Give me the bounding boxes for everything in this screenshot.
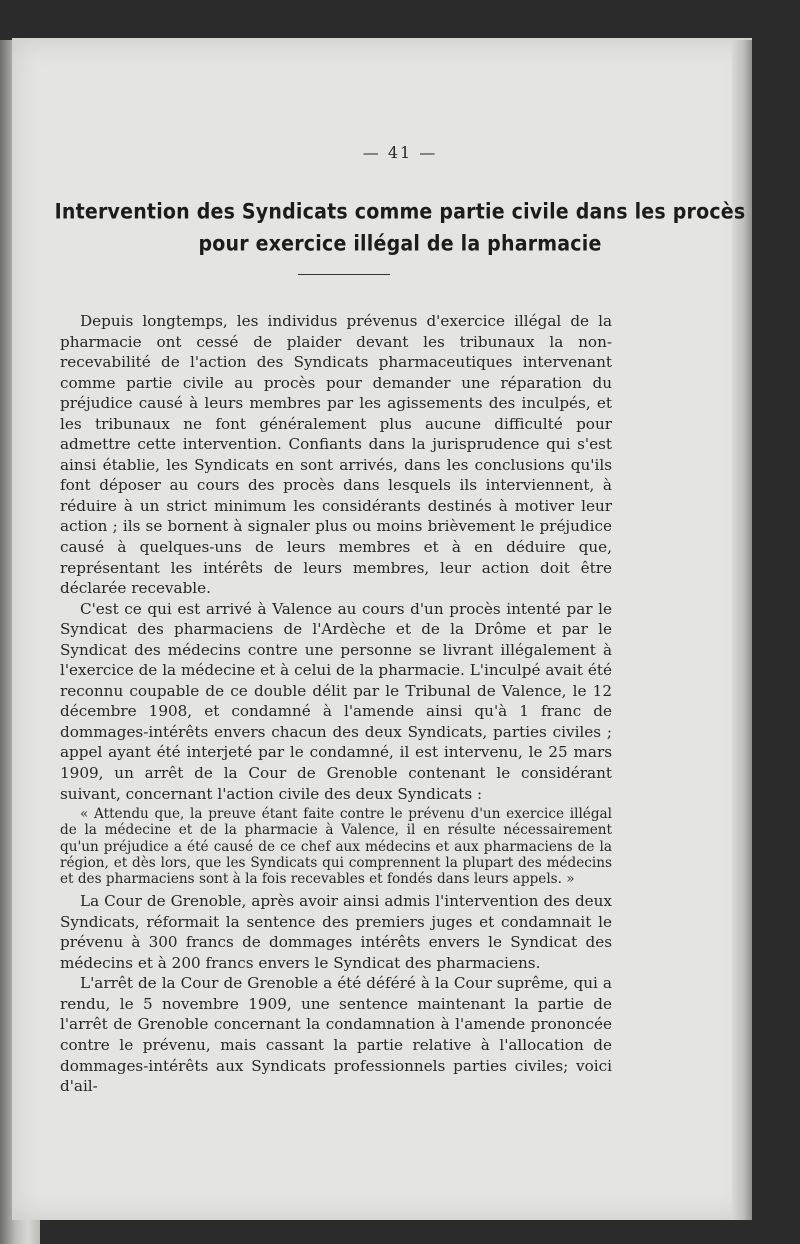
paragraph: L'arrêt de la Cour de Grenoble a été déféré à la Cour suprême, qui a rendu, le 5 novembre 1909, une sentence maintenant la partie de l'arrêt de Grenoble concernant la condamnation à l'amende prononcée contre le prévenu, mais cassant la partie relative à l'allocation de dommages-intérêts aux Syndicats professionnels parties civiles; voici d'ail- [60,974,612,1096]
quoted-paragraph: « Attendu que, la preuve étant faite contre le prévenu d'un exercice illégal de la médecine et de la pharmacie à Valence, il en résulte nécessairement qu'un préjudice a été causé de ce chef aux médecins et aux pharmaciens de la région, et dès lors, que les Syndicats qui comprennent la plupart des médecins et des pharmaciens sont à la fois recevables et fondés dans leurs appels. » [60,806,612,887]
page-number: — 41 — [362,143,438,162]
body-text [60,311,612,1097]
chapter-title-line-2: pour exercice illégal de la pharmacie [198,231,602,257]
paragraph: C'est ce qui est arrivé à Valence au cours d'un procès intenté par le Syndicat des pharmaciens de l'Ardèche et de la Drôme et par le Syndicat des médecins contre une personne se livrant illégalement à l'exercice de la médecine et à celui de la pharmacie. L'inculpé avait été reconnu coupable de ce double délit par le Tribunal de Valence, le 12 décembre 1908, et condamné à l'amende ainsi qu'à 1 franc de dommages-intérêts envers chacun des deux Syndicats, parties civiles ; appel ayant été interjeté par le condamné, il est intervenu, le 25 mars 1909, un arrêt de la Cour de Grenoble contenant le considérant suivant, concernant l'action civile des deux Syndicats : [60,599,612,803]
chapter-title-line-1: Intervention des Syndicats comme partie civile dans les procès [54,199,746,225]
title-rule [298,274,390,275]
paragraph: Depuis longtemps, les individus prévenus d'exercice illégal de la pharmacie ont cessé de plaider devant les tribunaux la non-recevabilité de l'action des Syndicats pharmaceutiques intervenant comme partie civile au procès pour demander une réparation du préjudice causé à leurs membres par les agissements des inculpés, et les tribunaux ne font généralement plus aucune difficulté pour admettre cette intervention. Confiants dans la jurisprudence qui s'est ainsi établie, les Syndicats en sont arrivés, dans les conclusions qu'ils font déposer au cours des procès dans lesquels ils interviennent, à réduire à un strict minimum les considérants destinés à motiver leur action ; ils se bornent à signaler plus ou moins brièvement le préjudice causé à quelques-uns de leurs membres et à en déduire que, représentant les intérêts de leurs membres, leur action doit être déclarée recevable. [60,312,612,598]
paragraph: La Cour de Grenoble, après avoir ainsi admis l'intervention des deux Syndicats, réformait la sentence des premiers juges et condamnait le prévenu à 300 francs de dommages intérêts envers le Syndicat des médecins et à 200 francs envers le Syndicat des pharmaciens. [60,892,612,972]
